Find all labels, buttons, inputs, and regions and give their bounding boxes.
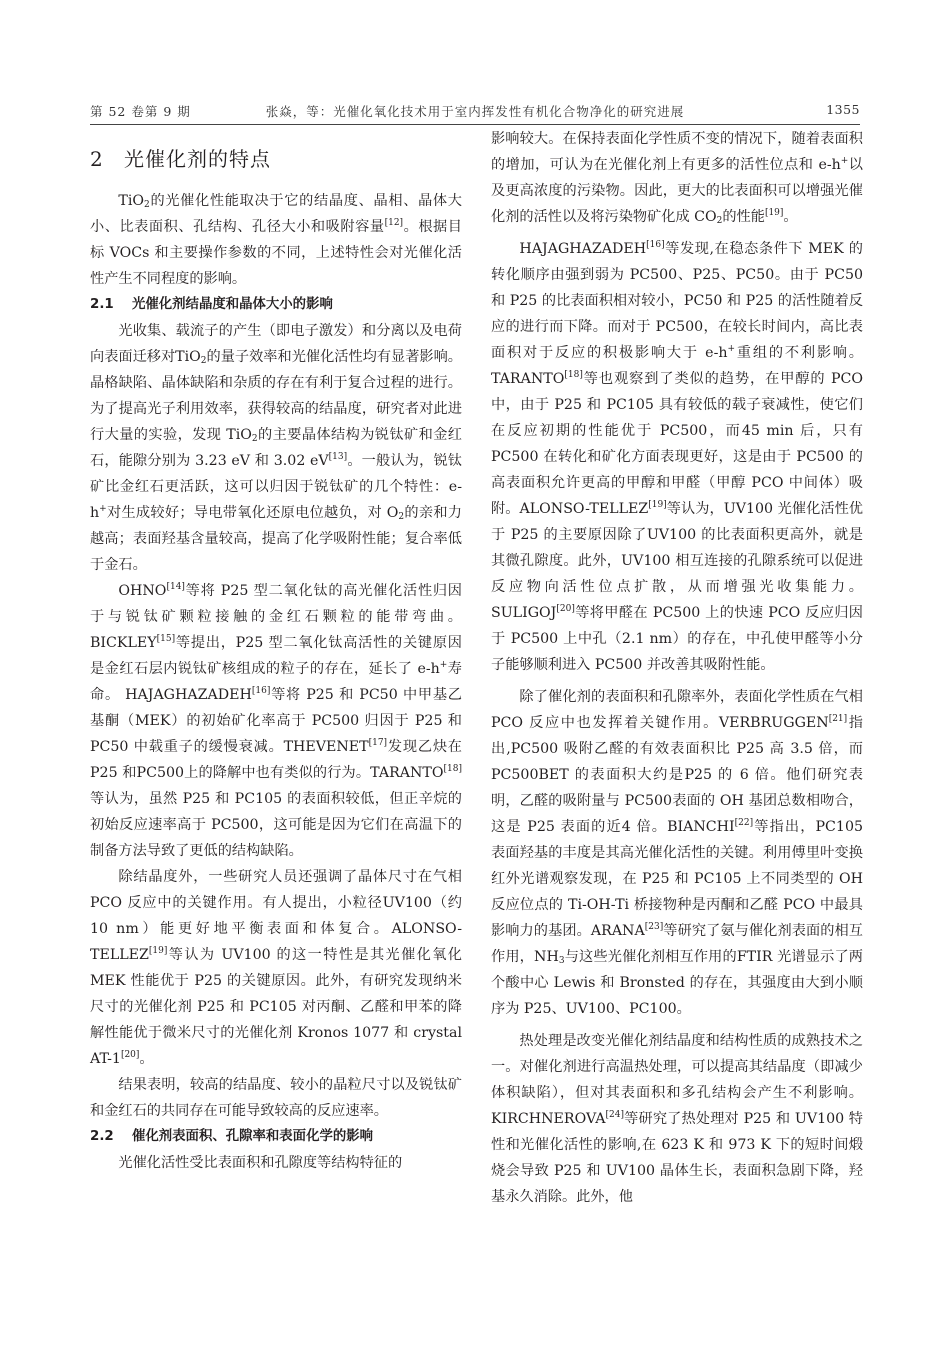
section-number: 2 [90,147,104,171]
paragraph: 光催化活性受比表面积和孔隙度等结构特征的 [118,1155,403,1171]
citation: [24] [605,1110,624,1120]
citation: [21] [828,714,848,724]
paragraph: 影响较大。在保持表面化学性质不变的情况下，随着表面积的增加，可认为在光催化剂上有更多的活性位点和 e-h+以及更高浓度的污染物。因此，更大的比表面积可以增强光催化剂的活性以及将污染物矿化成 $CO_2$的性能[19]。 [491,131,863,226]
citation: [16] [646,240,665,250]
paragraph: OHNO[14]等将 P25 型二氧化钛的高光催化活性归因于与锐钛矿颗粒接触的金红石颗粒的能带弯曲。BICKLEY[15]等提出，P25 型二氧化钛高活性的关键原因是金红石层内锐钛矿核组成的粒子的存在，延长了 e-h+寿命。 HAJAGHAZADEH[16]等将 P25 和 PC50 中甲基乙基酮（MEK）的初始矿化率高于 PC500 归因于 P25 和 PC50 中载重子的缓慢衰减。THEVENET[17]发现乙炔在P25 和PC500上的降解中也有类似的行为。TARANTO[18]等认为，虽然 P25 和 PC105 的表面积较低，但正辛烷的初始反应速率高于 PC500，这可能是因为它们在高温下的制备方法导致了更低的结构缺陷。 [90,582,462,859]
citation: [20] [120,1050,140,1060]
paragraph: 结果表明，较高的结晶度、较小的晶粒尺寸以及锐钛矿和金红石的共同存在可能导致较高的反应速率。 [90,1077,462,1119]
citation: [20] [556,604,575,614]
paragraph: 热处理是改变光催化剂结晶度和结构性质的成熟技术之一。对催化剂进行高温热处理，可以提高其结晶度（即减少体积缺陷），但对其表面积和多孔结构会产生不利影响。KIRCHNEROVA[24]等研究了热处理对 P25 和 UV100 特性和光催化活性的影响,在 623 K 和 973 K 下的短时间煅烧会导致 P25 和 UV100 晶体生长，表面积急剧下降，羟基永久消除。此外，他 [491,1033,863,1205]
subsection-heading: 2.1 光催化剂结晶度和晶体大小的影响 [90,297,333,312]
paragraph: 除结晶度外，一些研究人员还强调了晶体尺寸在气相 PCO 反应中的关键作用。有人提出，小粒径UV100（约 10 nm）能更好地平衡表面和体复合。ALONSO-TELLEZ[19]等认为 UV100 的这一特性是其光催化氧化 MEK 性能优于 P25 的关键原因。此外，有研究发现纳米尺寸的光催化剂 P25 和 PC105 对丙酮、乙醛和甲苯的降解性能优于微米尺寸的光催化剂 Kronos 1077 和 crystal AT-1[20]。 [90,869,462,1067]
journal-volume: 第 52 卷第 9 期 [90,104,191,119]
citation: [13] [328,452,348,462]
citation: [19] [148,946,168,956]
left-column [90,126,462,1176]
citation: [22] [734,818,754,828]
header-rule [90,124,860,125]
section-title: 光催化剂的特点 [124,147,271,171]
paragraph: HAJAGHAZADEH[16]等发现,在稳态条件下 MEK 的转化顺序由强到弱为 PC500、P25、PC50。由于 PC50 和 P25 的比表面积相对较小，PC50 和 P25 的活性随着反应的进行而下降。而对于 PC500，在较长时间内，高比表面积对于反应的积极影响大于 e-h+重组的不利影响。TARANTO[18]等也观察到了类似的趋势，在甲醇的 PCO 中，由于 P25 和 PC105 具有较低的载子衰减性，使它们在反应初期的性能优于 PC500，而45 min 后，只有 PC500 在转化和矿化方面表现更好，这是由于 PC500 的高表面积允许更高的甲醇和甲醛（甲醇 PCO 中间体）吸附。ALONSO-TELLEZ[19]等认为，UV100 光催化活性优于 P25 的主要原因除了UV100 的比表面积更高外，就是其微孔隙度。此外，UV100 相互连接的孔隙系统可以促进反应物向活性位点扩散，从而增强光收集能力。SULIGOJ[20]等将甲醛在 PC500 上的快速 PCO 反应归因于 PC500 上中孔（2.1 nm）的存在，中孔使甲醛等小分子能够顺利进入 PC500 并改善其吸附性能。 [491,240,863,673]
citation: [12] [384,218,404,228]
citation: [18] [564,370,583,380]
citation: [19] [648,500,667,510]
subsection-heading: 2.2 催化剂表面积、孔隙率和表面化学的影响 [90,1129,374,1144]
citation: [23] [644,922,664,932]
right-column [491,126,863,1210]
citation: [15] [156,634,176,644]
paragraph: TiO$_2$的光催化性能取决于它的结晶度、晶相、晶体大小、比表面积、孔结构、孔径大小和吸附容量[12]。根据目标 VOCs 和主要操作参数的不同，上述特性会对光催化活性产生不同程度的影响。 [90,193,462,287]
citation: [19] [764,208,784,218]
running-title: 张焱，等：光催化氧化技术用于室内挥发性有机化合物净化的研究进展 [265,104,685,119]
paragraph: 光收集、载流子的产生（即电子激发）和分离以及电荷向表面迁移对TiO$_2$的量子效率和光催化活性均有显著影响。晶格缺陷、晶体缺陷和杂质的存在有利于复合过程的进行。为了提高光子利用效率，获得较高的结晶度，研究者对此进行大量的实验，发现 TiO$_2$的主要晶体结构为锐钛矿和金红石，能隙分别为 3.23 eV 和 3.02 eV[13]。一般认为，锐钛矿比金红石更活跃，这可以归因于锐钛矿的几个特性：e-h+对生成较好；导电带氧化还原电位越负，对 $O_2$的亲和力越高；表面羟基含量较高，提高了化学吸附性能；复合率低于金石。 [90,323,462,573]
citation: [17] [368,738,388,748]
paragraph: 除了催化剂的表面积和孔隙率外，表面化学性质在气相 PCO 反应中也发挥着关键作用。VERBRUGGEN[21]指出,PC500 吸附乙醛的有效表面积比 P25 高 3.5 倍，而 PC500BET 的表面积大约是P25 的 6 倍。他们研究表明，乙醛的吸附量与 PC500表面的 OH 基团总数相吻合，这是 P25 表面的近4 倍。BIANCHI[22]等指出，PC105 表面羟基的丰度是其高光催化活性的关键。利用傅里叶变换红外光谱观察发现，在 P25 和 PC105 上不同类型的 OH 反应位点的 Ti-OH-Ti 桥接物种是丙酮和乙醛 PCO 中最具影响力的基团。ARANA[23]等研究了氨与催化剂表面的相互作用，$NH_3$与这些光催化剂相互作用的FTIR 光谱显示了两个酸中心 Lewis 和 Bronsted 的存在，其强度由大到小顺序为 P25、UV100、PC100。 [491,689,863,1017]
citation: [14] [166,582,185,592]
page-number: 1355 [826,102,860,117]
section-heading [90,144,462,174]
citation: [18] [443,764,462,774]
citation: [16] [251,686,271,696]
running-header [90,102,860,124]
